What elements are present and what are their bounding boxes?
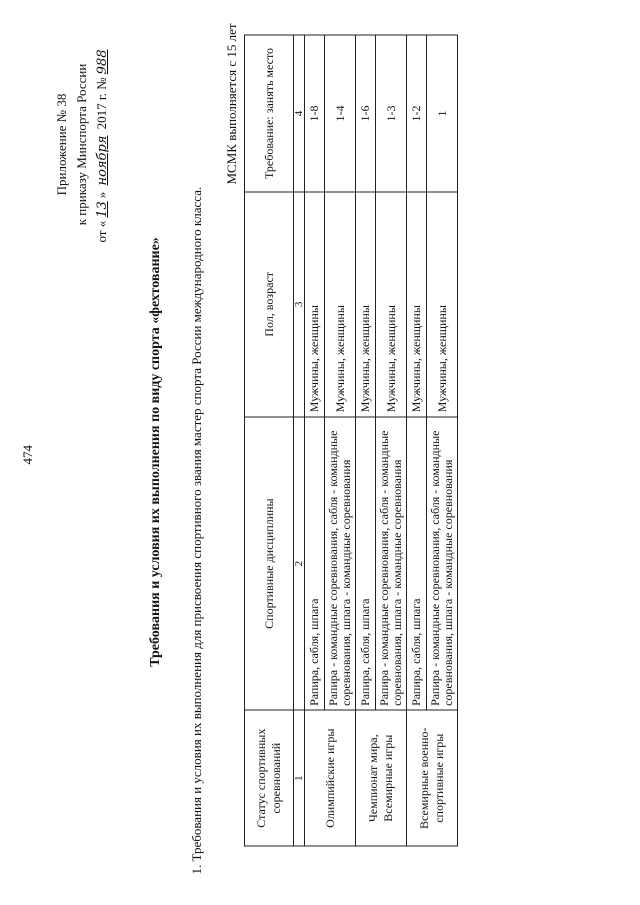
date-year: 2017 г. № [94,77,109,130]
discipline-cell: Рапира, сабля, шпага [305,417,325,711]
gender-cell: Мужчины, женщины [427,192,458,417]
gender-cell: Мужчины, женщины [305,192,325,417]
date-prefix: от « [94,220,109,243]
place-cell: 1-4 [325,35,356,192]
table-row [407,35,427,846]
discipline-cell: Рапира - командные соревнования, сабля - командные соревнования, шпага - командные соревнования [427,417,458,711]
number-row [294,35,305,846]
table-row [356,35,376,846]
header-discipline: Спортивные дисциплины [245,417,294,711]
page-number: 474 [20,445,35,465]
gender-cell: Мужчины, женщины [376,192,407,417]
header-status: Статус спортивных соревнований [245,710,294,846]
section-title: 1. Требования и условия их выполнения для присвоения спортивного звания мастер спорта России международного класса. [189,186,204,875]
place-cell: 1-6 [356,35,376,192]
status-cell: Всемирные военно-спортивные игры [407,710,458,846]
discipline-cell: Рапира, сабля, шпага [407,417,427,711]
appendix-date-line [92,20,113,270]
gender-cell: Мужчины, женщины [407,192,427,417]
requirements-table [244,35,458,847]
col-number: 4 [294,35,305,192]
document-title: Требования и условия их выполнения по виду спорта «фехтование» [148,237,163,667]
appendix-block [52,20,113,270]
gender-cell: Мужчины, женщины [325,192,356,417]
appendix-order-ref: к приказу Минспорта России [74,63,89,226]
order-number: 988 [95,49,110,75]
date-day: 13 [95,201,110,218]
place-cell: 1-3 [376,35,407,192]
header-place: Требование: занять место [245,35,294,192]
age-note: МСМК выполняется с 15 лет [224,23,239,185]
discipline-cell: Рапира, сабля, шпага [356,417,376,711]
place-cell: 1 [427,35,458,192]
discipline-cell: Рапира - командные соревнования, сабля - командные соревнования, шпага - командные соревнования [376,417,407,711]
col-number: 1 [294,710,305,846]
table-row [305,35,325,846]
gender-cell: Мужчины, женщины [356,192,376,417]
place-cell: 1-8 [305,35,325,192]
col-number: 2 [294,417,305,711]
date-mid: » [94,191,109,199]
status-cell: Олимпийские игры [305,710,356,846]
header-row [245,35,294,846]
appendix-number: Приложение № 38 [54,93,69,196]
date-month: ноября [95,135,110,186]
status-cell: Чемпионат мира, Всемирные игры [356,710,407,846]
col-number: 3 [294,192,305,417]
header-gender: Пол, возраст [245,192,294,417]
discipline-cell: Рапира - командные соревнования, сабля - командные соревнования, шпага - командные соревнования [325,417,356,711]
place-cell: 1-2 [407,35,427,192]
